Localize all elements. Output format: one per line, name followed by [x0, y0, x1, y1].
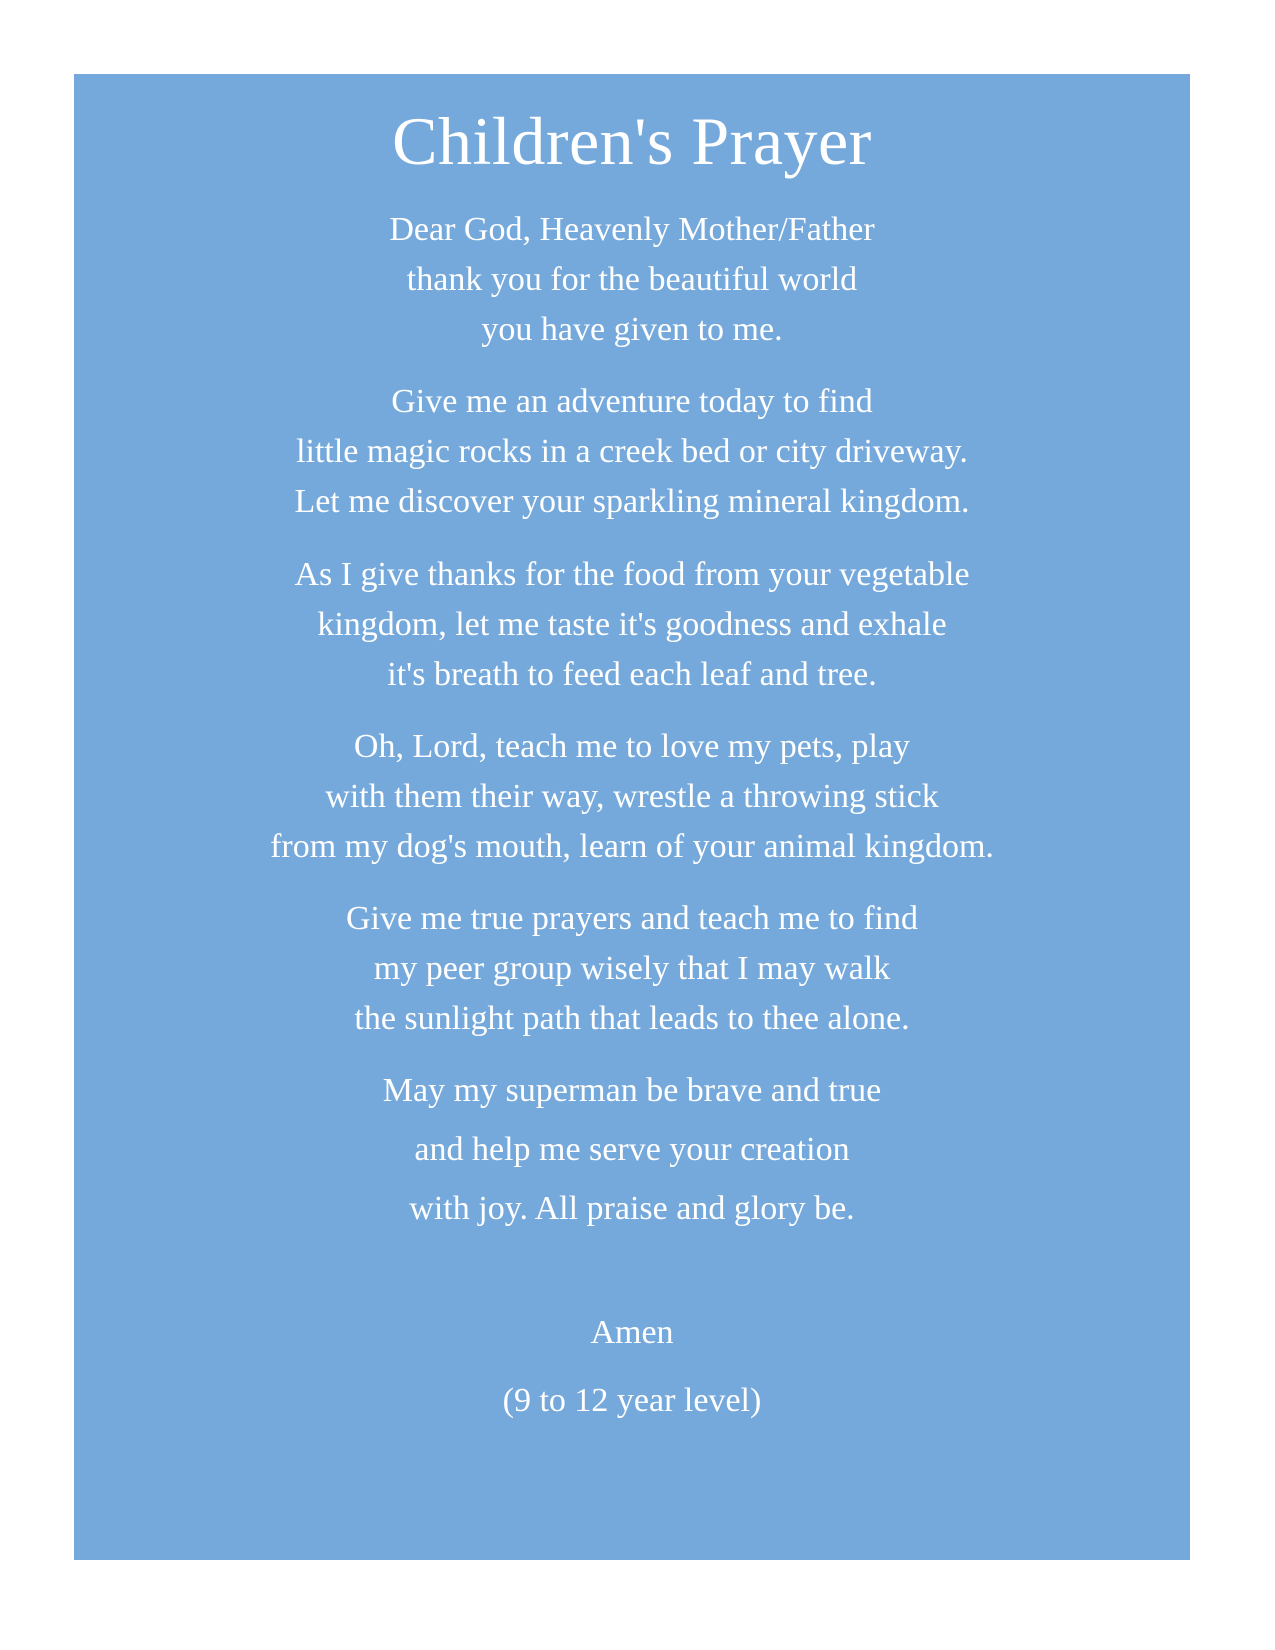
stanza-line: and help me serve your creation	[414, 1131, 850, 1168]
stanza-line: it's breath to feed each leaf and tree.	[387, 656, 877, 693]
stanza-line: the sunlight path that leads to thee alone.	[354, 1000, 910, 1037]
stanza-6	[74, 1061, 1190, 1238]
stanza-line: little magic rocks in a creek bed or city driveway.	[296, 433, 968, 470]
stanza-3	[74, 550, 1190, 700]
prayer-card	[74, 74, 1190, 1560]
stanza-line: thank you for the beautiful world	[406, 261, 858, 298]
stanza-line: Oh, Lord, teach me to love my pets, play	[353, 728, 911, 765]
stanza-line: from my dog's mouth, learn of your animal kingdom.	[270, 828, 994, 865]
stanza-line: May my superman be brave and true	[382, 1072, 882, 1109]
stanza-line: Let me discover your sparkling mineral kingdom.	[294, 483, 970, 520]
stanza-line: my peer group wisely that I may walk	[373, 950, 891, 987]
stanza-1	[74, 205, 1190, 355]
level-note: (9 to 12 year level)	[502, 1382, 762, 1419]
stanza-line: Dear God, Heavenly Mother/Father	[389, 211, 875, 248]
stanza-line: with them their way, wrestle a throwing stick	[325, 778, 939, 815]
stanza-5	[74, 894, 1190, 1044]
stanza-2	[74, 377, 1190, 527]
stanza-line: Give me an adventure today to find	[391, 383, 873, 420]
stanza-line: Give me true prayers and teach me to find	[345, 900, 919, 937]
stanza-line: kingdom, let me taste it's goodness and exhale	[317, 606, 947, 643]
stanza-line: with joy. All praise and glory be.	[409, 1190, 855, 1227]
stanza-line: you have given to me.	[481, 311, 783, 348]
stanza-4	[74, 722, 1190, 872]
stanza-line: As I give thanks for the food from your vegetable	[294, 556, 970, 593]
page-title: Children's Prayer	[392, 103, 872, 179]
closing-amen: Amen	[590, 1314, 674, 1351]
